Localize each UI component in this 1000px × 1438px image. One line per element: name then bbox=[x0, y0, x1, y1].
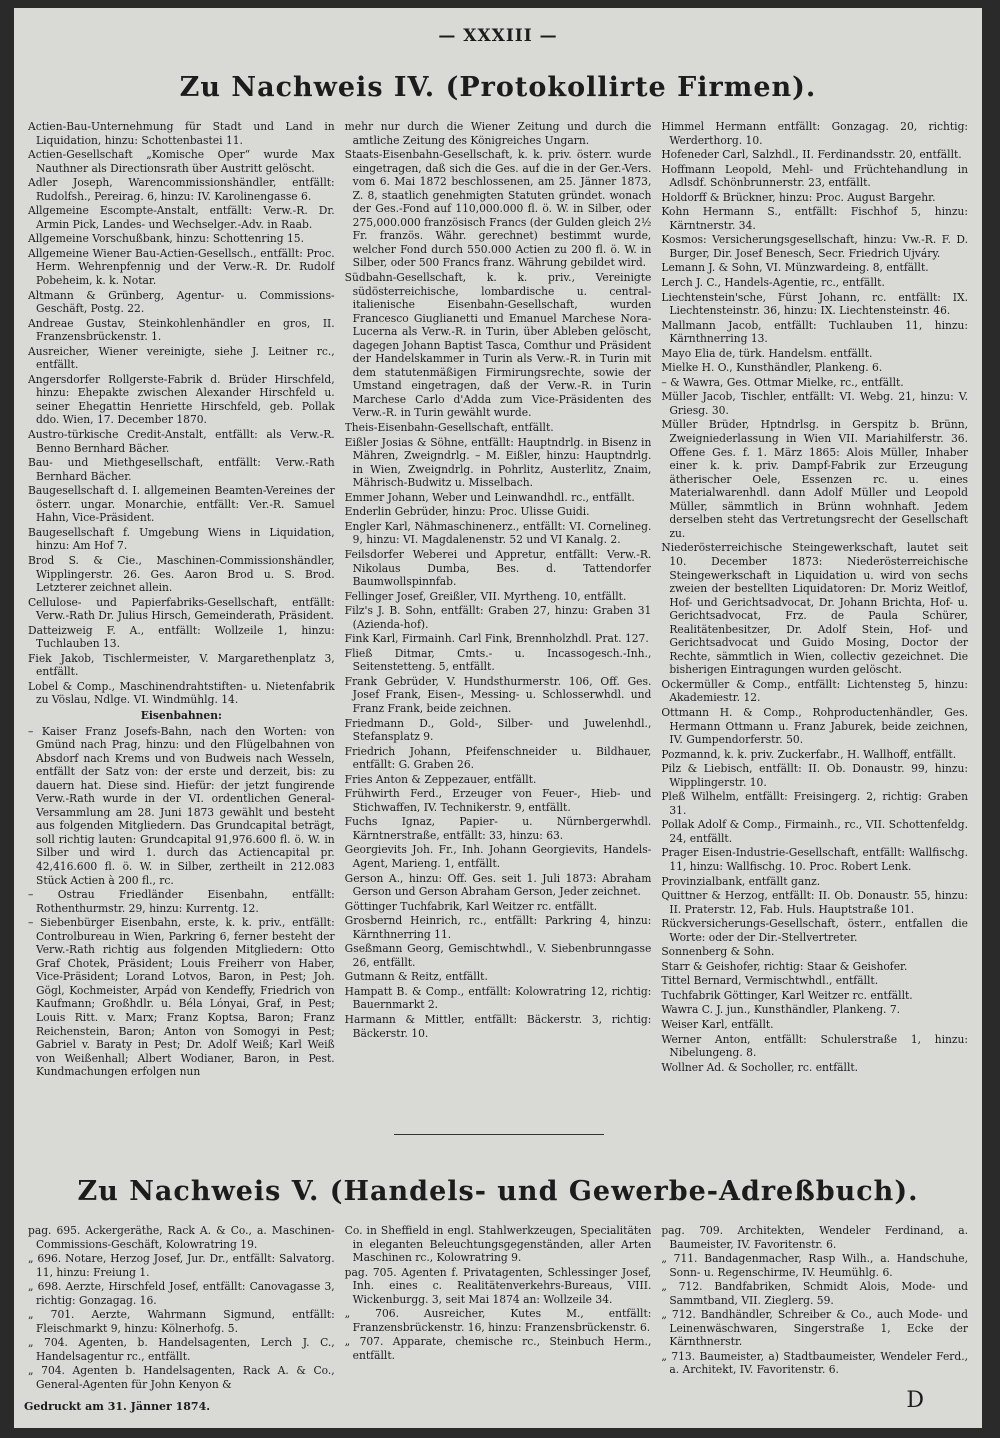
entry: Gutmann & Reitz, entfällt. bbox=[344, 970, 488, 984]
section-v-column-3 bbox=[661, 1224, 968, 1394]
page bbox=[14, 8, 982, 1428]
entry: Ottmann H. & Comp., Rohproductenhändler, Ges. Hermann Ottmann u. Franz Jaburek, beide zeichnen, IV. Gumpendorferstr. 50. bbox=[661, 705, 969, 747]
entry: – Ostrau Friedländer Eisenbahn, entfällt: Rothenthurmstr. 29, hinzu: Kurrentg. 12. bbox=[28, 888, 335, 915]
entry: Himmel Hermann entfällt: Gonzagag. 20, richtig: Werderthorg. 10. bbox=[661, 120, 969, 147]
section-iv-column-1 bbox=[28, 120, 335, 1110]
entry: „ 713. Baumeister, a) Stadtbaumeister, Wendeler Ferd., a. Architekt, IV. Favoritenstr. 6. bbox=[661, 1349, 969, 1377]
entry: Fiek Jakob, Tischlermeister, V. Margarethenplatz 3, entfällt. bbox=[28, 651, 335, 679]
entry: „ 706. Ausreicher, Kutes M., entfällt: Franzensbrückenstr. 16, hinzu: Franzensbrückenstr. 6. bbox=[344, 1307, 652, 1334]
entry: Engler Karl, Nähmaschinenerz., entfällt: VI. Cornelineg. 9, hinzu: VI. Magdalenenstr. 52 und VI Kanalg. 2. bbox=[344, 519, 652, 547]
section-v-column-1 bbox=[28, 1224, 335, 1394]
entry: Mallmann Jacob, entfällt: Tuchlauben 11, hinzu: Kärnthnerring 13. bbox=[661, 318, 969, 346]
subheading: Eisenbahnen: bbox=[140, 708, 222, 722]
entry: Allgemeine Escompte-Anstalt, entfällt: Verw.-R. Dr. Armin Pick, Landes- und Wechselger.-Adv. in Raab. bbox=[28, 204, 335, 231]
entry: Prager Eisen-Industrie-Gesellschaft, entfällt: Wallfischg. 11, hinzu: Wallfischg. 10. Proc. Robert Lenk. bbox=[661, 846, 969, 873]
entry: Niederösterreichische Steingewerkschaft, lautet seit 10. December 1873: Niederösterreichische Steingewerkschaft in Liquidation u. wird von sechs zweien der bestellten Liquidatoren: Dr. Moriz Weitlof, Hof- und Gerichtsadvocat, Dr. Johann Brichta, Hof- u. Gerichtsadvocat, Frz. de Paula Schürer, Realitätenbesitzer, Dr. Adolf Stein, Hof- und Gerichtsadvocat und Guido Mosing, Doctor der Rechte, sämmtlich in Wien, collectiv gezeichnet. Die bisherigen Eintragungen wurden gelöscht. bbox=[661, 541, 969, 677]
entry: Müller Jacob, Tischler, entfällt: VI. Webg. 21, hinzu: V. Griesg. 30. bbox=[661, 390, 969, 417]
entry: „ 712. Bandfabriken, Schmidt Alois, Mode- und Sammtband, VII. Zieglerg. 59. bbox=[661, 1280, 969, 1307]
entry: pag. 695. Ackergeräthe, Rack A. & Co., a. Maschinen-Commissions-Geschäft, Kolowratring 19. bbox=[28, 1224, 335, 1251]
entry: Gerson A., hinzu: Off. Ges. seit 1. Juli 1873: Abraham Gerson und Gerson Abraham Gerson, Jeder zeichnet. bbox=[344, 871, 652, 899]
entry: Brod S. & Cie., Maschinen-Commissionshändler, Wipplingerstr. 26. Ges. Aaron Brod u. S. Brod. Letzterer zeichnet allein. bbox=[28, 553, 335, 595]
entry: pag. 705. Agenten f. Privatagenten, Schlessinger Josef, Inh. eines c. Realitätenverkehrs-Bureaus, VIII. Wickenburgg. 3, seit Mai 1874 an: Wollzeile 34. bbox=[344, 1265, 652, 1306]
section-iv-columns bbox=[28, 120, 968, 1110]
entry: Liechtenstein'sche, Fürst Johann, rc. entfällt: IX. Liechtensteinstr. 36, hinzu: IX. Liechtensteinstr. 46. bbox=[661, 290, 969, 318]
entry: Hoffmann Leopold, Mehl- und Früchtehandlung in Adlsdf. Schönbrunnerstr. 23, entfällt. bbox=[661, 162, 969, 190]
entry: Lerch J. C., Handels-Agentie, rc., entfällt. bbox=[661, 276, 885, 290]
entry: Co. in Sheffield in engl. Stahlwerkzeugen, Specialitäten in eleganten Beleuchtungsgegenständen, aller Arten Maschinen rc., Kolowratring 9. bbox=[344, 1224, 652, 1265]
entry: Friedrich Johann, Pfeifenschneider u. Bildhauer, entfällt: G. Graben 26. bbox=[344, 744, 652, 772]
entry: Cellulose- und Papierfabriks-Gesellschaft, entfällt: Verw.-Rath Dr. Julius Hirsch, Gemeinderath, Präsident. bbox=[28, 595, 335, 623]
entry: Tuchfabrik Göttinger, Karl Weitzer rc. entfällt. bbox=[661, 988, 913, 1002]
entry: Ockermüller & Comp., entfällt: Lichtensteg 5, hinzu: Akademiestr. 12. bbox=[661, 677, 969, 705]
entry: Lobel & Comp., Maschinendrahtstiften- u. Nietenfabrik zu Vöslau, Ndlge. VI. Windmühlg. 14. bbox=[28, 679, 335, 707]
entry: Provinzialbank, entfällt ganz. bbox=[661, 874, 821, 888]
entry: Starr & Geishofer, richtig: Staar & Geishofer. bbox=[661, 959, 908, 973]
entry: – & Wawra, Ges. Ottmar Mielke, rc., entfällt. bbox=[661, 375, 904, 389]
entry: Actien-Bau-Unternehmung für Stadt und Land in Liquidation, hinzu: Schottenbastei 11. bbox=[28, 120, 335, 147]
entry: Fink Karl, Firmainh. Carl Fink, Brennholzhdl. Prat. 127. bbox=[344, 632, 649, 646]
entry: Lemann J. & Sohn, VI. Münzwardeing. 8, entfällt. bbox=[661, 261, 929, 275]
entry: Frühwirth Ferd., Erzeuger von Feuer-, Hieb- und Stichwaffen, IV. Technikerstr. 9, entfällt. bbox=[344, 787, 652, 814]
entry: Allgemeine Wiener Bau-Actien-Gesellsch., entfällt: Proc. Herm. Wehrenpfennig und der Verw.-R. Dr. Rudolf Pobeheim, k. k. Notar. bbox=[28, 246, 335, 288]
entry: Pollak Adolf & Comp., Firmainh., rc., VII. Schottenfeldg. 24, entfällt. bbox=[661, 818, 969, 845]
entry: Pleß Wilhelm, entfällt: Freisingerg. 2, richtig: Graben 31. bbox=[661, 790, 969, 817]
entry: mehr nur durch die Wiener Zeitung und durch die amtliche Zeitung des Königreiches Ungarn. bbox=[344, 120, 652, 147]
entry: „ 704. Agenten b. Handelsagenten, Rack A. & Co., General-Agenten für John Kenyon & bbox=[28, 1364, 335, 1392]
entry: Actien-Gesellschaft „Komische Oper“ wurde Max Nauthner als Directionsrath über Austritt gelöscht. bbox=[28, 148, 335, 175]
section-iv-column-3 bbox=[661, 120, 968, 1110]
entry: Fellinger Josef, Greißler, VII. Myrtheng. 10, entfällt. bbox=[344, 589, 627, 603]
entry: Georgievits Joh. Fr., Inh. Johann Georgievits, Handels-Agent, Marieng. 1, entfällt. bbox=[344, 843, 652, 870]
entry: Baugesellschaft d. I. allgemeinen Beamten-Vereines der österr. ungar. Monarchie, entfällt: Ver.-R. Samuel Hahn, Vice-Präsident. bbox=[28, 484, 335, 525]
entry: Emmer Johann, Weber und Leinwandhdl. rc., entfällt. bbox=[344, 490, 635, 504]
entry: – Kaiser Franz Josefs-Bahn, nach den Worten: von Gmünd nach Prag, hinzu: und den Flügelbahnen von Absdorf nach Krems und von Budweis nach Wesseln, entfällt der Satz von: der erste und derzeit, bis: zu dauern hat. Diese sind. Hiefür: der jetzt fungirende Verw.-Rath wurde in der VI. ordentlichen General-Versammlung am 28. Juni 1873 gewählt und besteht aus folgenden Mitgliedern. Das Grundcapital beträgt, soll richtig lauten: Grundcapital 91,976.600 fl. ö. W. in Silber und wird 1. durch das Actiencapital pr. 42,416.600 fl. ö. W. in Silber, zertheilt in 212.083 Stück Actien à 200 fl., rc. bbox=[28, 724, 335, 887]
entry: „ 711. Bandagenmacher, Rasp Wilh., a. Handschuhe, Sonn- u. Regenschirme, IV. Heumühlg. 6. bbox=[661, 1252, 969, 1279]
entry: „ 701. Aerzte, Wahrmann Sigmund, entfällt: Fleischmarkt 9, hinzu: Kölnerhofg. 5. bbox=[28, 1308, 335, 1335]
entry: Müller Brüder, Hptndrlsg. in Gerspitz b. Brünn, Zweigniederlassung in Wien VII. Mariahilferstr. 36. Offene Ges. f. 1. März 1865: Alois Müller, Inhaber einer k. k. priv. Dampf-Fabrik zur Erzeugung ätherischer Oele, Essenzen rc. u. eines Materialwarenhdl. dann Adolf Müller und Leopold Müller, sämmtlich in Brünn wohnhaft. Jedem derselben steht das Vertretungsrecht der Gesellschaft zu. bbox=[661, 418, 969, 540]
section-v-columns bbox=[28, 1224, 968, 1394]
entry: Fuchs Ignaz, Papier- u. Nürnbergerwhdl. Kärntnerstraße, entfällt: 33, hinzu: 63. bbox=[344, 815, 652, 842]
entry: „ 707. Apparate, chemische rc., Steinbuch Herm., entfällt. bbox=[344, 1335, 652, 1362]
entry: Baugesellschaft f. Umgebung Wiens in Liquidation, hinzu: Am Hof 7. bbox=[28, 525, 335, 553]
entry: Hofeneder Carl, Salzhdl., II. Ferdinandsstr. 20, entfällt. bbox=[661, 148, 962, 162]
entry: Südbahn-Gesellschaft, k. k. priv., Vereinigte südösterreichische, lombardische u. central-italienische Eisenbahn-Gesellschaft, wurden Francesco Giuglianetti und Emanuel Marchese Nora-Lucerna als Verw.-R. in Turin, über Ableben gelöscht, dagegen Johann Baptist Tasca, Comthur und Präsident der Handelskammer in Turin als Verw.-R. in Turin mit dem statutenmäßigen Firmirungsrechte, sowie der Umstand eingetragen, daß der Verw.-R. in Turin Marchese Carlo d'Adda zum Vice-Präsidenten des Verw.-R. in Turin gewählt wurde. bbox=[344, 271, 652, 420]
entry: Tittel Bernard, Vermischtwhdl., entfällt. bbox=[661, 974, 879, 988]
entry: Altmann & Grünberg, Agentur- u. Commissions-Geschäft, Postg. 22. bbox=[28, 288, 335, 316]
signature-letter: D bbox=[906, 1388, 924, 1413]
entry: Austro-türkische Credit-Anstalt, entfällt: als Verw.-R. Benno Bernhard Bächer. bbox=[28, 428, 335, 455]
entry: Wollner Ad. & Socholler, rc. entfällt. bbox=[661, 1060, 859, 1074]
entry: Datteizweig F. A., entfällt: Wollzeile 1, hinzu: Tuchlauben 13. bbox=[28, 623, 335, 651]
entry: Fries Anton & Zeppezauer, entfällt. bbox=[344, 772, 537, 786]
entry: Sonnenberg & Sohn. bbox=[661, 945, 775, 959]
entry: Hampatt B. & Comp., entfällt: Kolowratring 12, richtig: Bauernmarkt 2. bbox=[344, 984, 652, 1012]
entry: Quittner & Herzog, entfällt: II. Ob. Donaustr. 55, hinzu: II. Praterstr. 12, Fab. Huls. Hauptstraße 101. bbox=[661, 889, 969, 916]
entry: Holdorff & Brückner, hinzu: Proc. August Bargehr. bbox=[661, 190, 936, 204]
entry: Theis-Eisenbahn-Gesellschaft, entfällt. bbox=[344, 421, 554, 435]
entry: „ 704. Agenten, b. Handelsagenten, Lerch J. C., Handelsagentur rc., entfällt. bbox=[28, 1336, 335, 1363]
section-divider bbox=[394, 1134, 604, 1135]
entry: Feilsdorfer Weberei und Appretur, entfällt: Verw.-R. Nikolaus Dumba, Bes. d. Tattendorfer Baumwollspinnfab. bbox=[344, 547, 652, 589]
heading-nachweis-v: Zu Nachweis V. (Handels- und Gewerbe-Adreßbuch). bbox=[77, 1176, 919, 1207]
entry: Frank Gebrüder, V. Hundsthurmerstr. 106, Off. Ges. Josef Frank, Eisen-, Messing- u. Schlosserwhdl. und Franz Frank, beide zeichnen. bbox=[344, 674, 652, 715]
entry: Weiser Karl, entfällt. bbox=[661, 1018, 774, 1031]
entry: Mielke H. O., Kunsthändler, Plankeng. 6. bbox=[661, 361, 883, 375]
entry: Bau- und Miethgesellschaft, entfällt: Verw.-Rath Bernhard Bächer. bbox=[28, 456, 335, 483]
heading-nachweis-iv: Zu Nachweis IV. (Protokollirte Firmen). bbox=[179, 72, 817, 103]
entry: Werner Anton, entfällt: Schulerstraße 1, hinzu: Nibelungeng. 8. bbox=[661, 1032, 969, 1060]
entry: Göttinger Tuchfabrik, Karl Weitzer rc. entfällt. bbox=[344, 899, 598, 913]
page-number: — XXXIII — bbox=[438, 26, 558, 46]
printed-date: Gedruckt am 31. Jänner 1874. bbox=[24, 1400, 211, 1413]
entry: Wawra C. J. jun., Kunsthändler, Plankeng. 7. bbox=[661, 1003, 901, 1017]
entry: Kohn Hermann S., entfällt: Fischhof 5, hinzu: Kärntnerstr. 34. bbox=[661, 205, 969, 232]
entry: Pozmannd, k. k. priv. Zuckerfabr., H. Wallhoff, entfällt. bbox=[661, 747, 957, 761]
entry: Friedmann D., Gold-, Silber- und Juwelenhdl., Stefansplatz 9. bbox=[344, 716, 652, 744]
entry: Enderlin Gebrüder, hinzu: Proc. Ulisse Guidi. bbox=[344, 505, 590, 519]
entry: Ausreicher, Wiener vereinigte, siehe J. Leitner rc., entfällt. bbox=[28, 344, 335, 372]
entry: pag. 709. Architekten, Wendeler Ferdinand, a. Baumeister, IV. Favoritenstr. 6. bbox=[661, 1224, 969, 1251]
entry: Fließ Ditmar, Cmts.- u. Incassogesch.-Inh., Seitenstetteng. 5, entfällt. bbox=[344, 646, 652, 674]
entry: Adler Joseph, Warencommissionshändler, entfällt: Rudolfsh., Pereirag. 6, hinzu: IV. Karolinengasse 6. bbox=[28, 176, 335, 203]
entry: Andreae Gustav, Steinkohlenhändler en gros, II. Franzensbrückenstr. 1. bbox=[28, 316, 335, 344]
entry: Kosmos: Versicherungsgesellschaft, hinzu: Vw.-R. F. D. Burger, Dir. Josef Benesch, Secr. Friedrich Ujváry. bbox=[661, 233, 969, 260]
entry: „ 712. Bandhändler, Schreiber & Co., auch Mode- und Leinenwäschwaren, Singerstraße 1, Ecke der Kärnthnerstr. bbox=[661, 1308, 969, 1349]
entry: Mayo Elia de, türk. Handelsm. entfällt. bbox=[661, 346, 873, 360]
entry: Allgemeine Vorschußbank, hinzu: Schottenring 15. bbox=[28, 232, 304, 246]
entry: – Siebenbürger Eisenbahn, erste, k. k. priv., entfällt: Controlbureau in Wien, Parkring 6, ferner besteht der Verw.-Rath richtig aus folgenden Mitgliedern: Otto Graf Chotek, Präsident; Louis Freiherr von Haber, Vice-Präsident; Lorand Lotvos, Baron, in Pest; Joh. Gögl, Kochmeister, Arpád von Kendeffy, Friedrich von Kaufmann; Großhdlr. u. Béla Lónyai, Graf, in Pest; Louis Ritt. v. Marx; Franz Koptsa, Baron; Franz Reichenstein, Baron; Anton von Somogyi in Pest; Gabriel v. Baraty in Pest; Dr. Adolf Weiß; Karl Weiß von Weißenhall; Albert Wodianer, Baron, in Pest. Kundmachungen erfolgen nun bbox=[28, 916, 335, 1079]
entry: Staats-Eisenbahn-Gesellschaft, k. k. priv. österr. wurde eingetragen, daß sich die Ges. auf die in der Ger.-Vers. vom 6. Mai 1872 beschlossenen, am 25. Jänner 1873, Z. 8, staatlich genehmigten Statuten gründet. wonach der Ges.-Fond auf 110,000.000 fl. ö. W. in Silber, oder 275,000.000 französisch Francs (der Gulden gleich 2½ Fr. französ. Währ. gerechnet) bestimmt wurde, welcher Fond durch 550.000 Actien zu 200 fl. ö. W. in Silber, oder 500 Francs franz. Währung gebildet wird. bbox=[344, 148, 652, 270]
entry: Angersdorfer Rollgerste-Fabrik d. Brüder Hirschfeld, hinzu: Ehepakte zwischen Alexander Hirschfeld u. seiner Ehegattin Henriette Hirschfeld, geb. Pollak ddo. Wien, 17. December 1870. bbox=[28, 372, 335, 427]
section-v-column-2 bbox=[345, 1224, 652, 1394]
entry: „ 698. Aerzte, Hirschfeld Josef, entfällt: Canovagasse 3, richtig: Gonzagag. 16. bbox=[28, 1280, 335, 1307]
entry: Eißler Josias & Söhne, entfällt: Hauptndrlg. in Bisenz in Mähren, Zweigndrlg. – M. Eißler, hinzu: Hauptndrlg. in Wien, Zweigndrlg. in Pohrlitz, Austerlitz, Znaim, Mährisch-Budwitz u. Misselbach. bbox=[344, 435, 652, 490]
entry: Gseßmann Georg, Gemischtwhdl., V. Siebenbrunngasse 26, entfällt. bbox=[344, 942, 652, 969]
section-iv-column-2 bbox=[345, 120, 652, 1110]
entry: Pilz & Liebisch, entfällt: II. Ob. Donaustr. 99, hinzu: Wipplingerstr. 10. bbox=[661, 762, 969, 789]
entry: Rückversicherungs-Gesellschaft, österr., entfallen die Worte: oder der Dir.-Stellvertreter. bbox=[661, 917, 969, 944]
entry: Filz's J. B. Sohn, entfällt: Graben 27, hinzu: Graben 31 (Azienda-hof). bbox=[344, 604, 652, 631]
entry: Grosbernd Heinrich, rc., entfällt: Parkring 4, hinzu: Kärnthnerring 11. bbox=[344, 914, 652, 941]
entry: Harmann & Mittler, entfällt: Bäckerstr. 3, richtig: Bäckerstr. 10. bbox=[344, 1013, 652, 1040]
entry: „ 696. Notare, Herzog Josef, Jur. Dr., entfällt: Salvatorg. 11, hinzu: Freiung 1. bbox=[28, 1252, 335, 1279]
